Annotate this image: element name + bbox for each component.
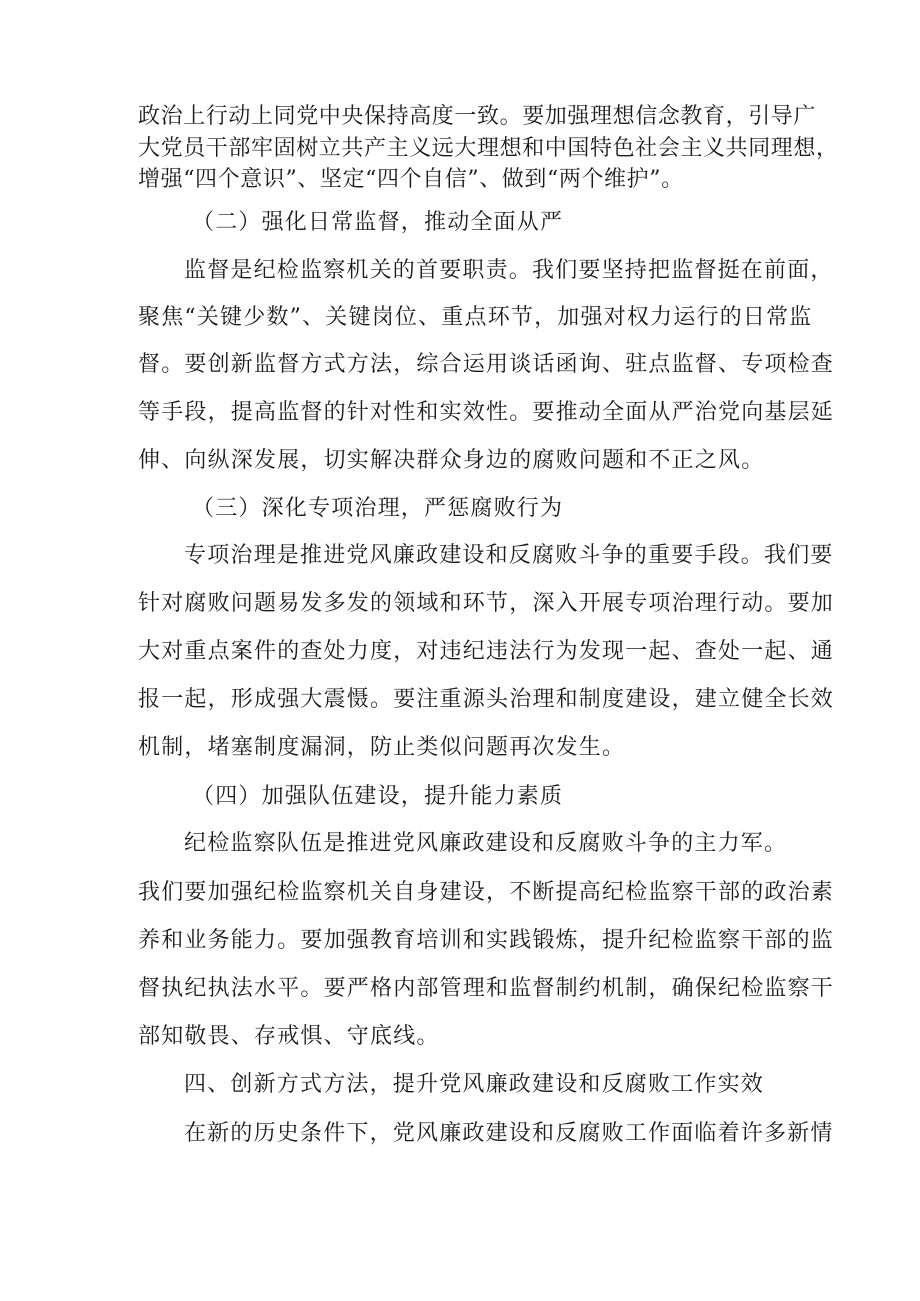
- text-line: 机制，堵塞制度漏洞，防止类似问题再次发生。: [138, 735, 626, 760]
- text-line: 政治上行动上同党中央保持高度一致。要加强理想信念教育，引导广: [138, 104, 817, 129]
- text-line: 聚焦“关键少数”、关键岗位、重点环节，加强对权力运行的日常监: [138, 305, 813, 330]
- text-line: 我们要加强纪检监察机关自身建设，不断提高纪检监察干部的政治素: [138, 880, 835, 905]
- text-line: 部知敬畏、存戒惧、守底线。: [138, 1024, 440, 1049]
- text-line: 增强“四个意识”、坚定“四个自信”、做到“两个维护”。: [138, 167, 684, 192]
- subheading-4: （四）加强队伍建设，提升能力素质: [192, 784, 564, 809]
- subheading-2: （二）强化日常监督，推动全面从严: [192, 210, 564, 235]
- text-line: 报一起，形成强大震慑。要注重源头治理和制度建设，建立健全长效: [138, 687, 835, 712]
- text-line: 在新的历史条件下，党风廉政建设和反腐败工作面临着许多新情: [184, 1121, 834, 1146]
- text-line: 针对腐败问题易发多发的领域和环节，深入开展专项治理行动。要加: [138, 591, 835, 616]
- text-line: 督。要创新监督方式方法，综合运用谈话函询、驻点监督、专项检查: [138, 352, 835, 377]
- text-line: 养和业务能力。要加强教育培训和实践锻炼，提升纪检监察干部的监: [138, 928, 835, 953]
- section-heading-4: 四、创新方式方法，提升党风廉政建设和反腐败工作实效: [184, 1072, 765, 1097]
- text-line: 大对重点案件的查处力度，对违纪违法行为发现一起、查处一起、通: [138, 639, 835, 664]
- text-line: 等手段，提高监督的针对性和实效性。要推动全面从严治党向基层延: [138, 400, 835, 425]
- text-line: 伸、向纵深发展，切实解决群众身边的腐败问题和不正之风。: [138, 448, 765, 473]
- text-line: 专项治理是推进党风廉政建设和反腐败斗争的重要手段。我们要: [184, 543, 834, 568]
- text-line: 纪检监察队伍是推进党风廉政建设和反腐败斗争的主力军。: [184, 831, 788, 856]
- text-line: 督执纪执法水平。要严格内部管理和监督制约机制，确保纪检监察干: [138, 976, 835, 1001]
- text-line: 大党员干部牢固树立共产主义远大理想和中国特色社会主义共同理想，: [138, 136, 839, 161]
- text-line: 监督是纪检监察机关的首要职责。我们要坚持把监督挺在前面，: [184, 258, 834, 283]
- subheading-3: （三）深化专项治理，严惩腐败行为: [192, 496, 564, 521]
